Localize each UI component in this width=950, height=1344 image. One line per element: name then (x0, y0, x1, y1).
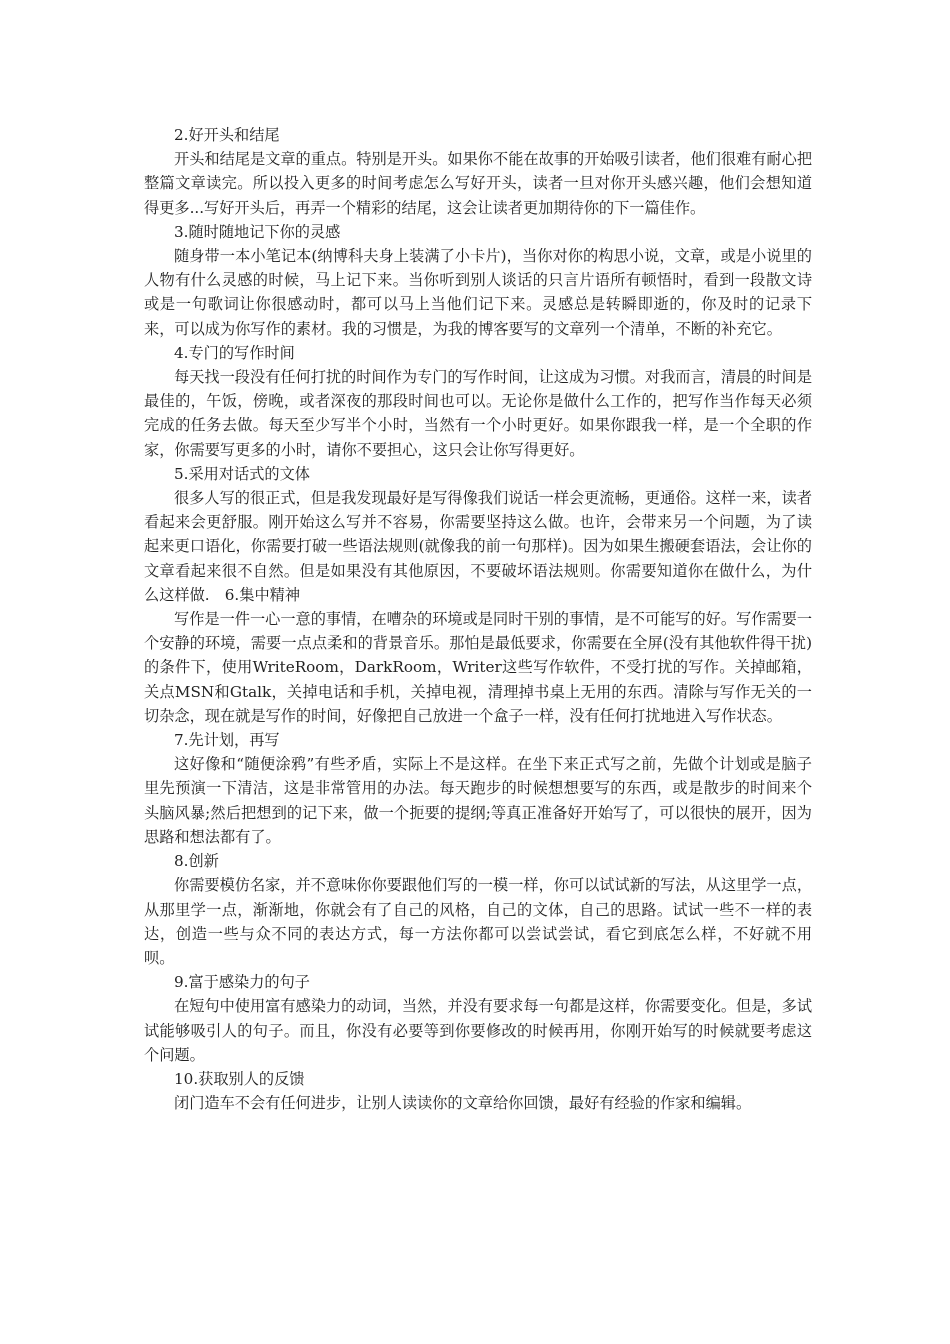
heading-plan-first: 7.先计划，再写 (174, 731, 280, 750)
heading-innovation: 8.创新 (174, 852, 219, 871)
paragraph-writing-time: 每天找一段没有任何打扰的时间作为专门的写作时间，让这成为习惯。对我而言，清晨的时间是最佳的，午饭，傍晚，或者深夜的那段时间也可以。无论你是做什么工作的，把写作当作每天必须完成的任务去做。每天至少写半个小时，当然有一个小时更好。如果你跟我一样，是一个全职的作家，你需要写更多的小时，请你不要担心，这只会让你写得更好。 (144, 368, 812, 459)
heading-good-start-and-end: 2.好开头和结尾 (174, 126, 280, 144)
heading-get-feedback: 10.获取别人的反馈 (174, 1069, 305, 1088)
paragraph-focus: 写作是一件一心一意的事情，在嘈杂的环境或是同时干别的事情，是不可能写的好。写作需要一个安静的环境，需要一点点柔和的背景音乐。那怕是最低要求，你需要在全屏(没有其他软件得干扰)的条件下，使用WriteRoom，DarkRoom，Writer这些写作软件，不受打扰的写作。关掉邮箱，关点MSN和Gtalk，关掉电话和手机，关掉电视，清理掉书桌上无用的东西。清除与写作无关的一切杂念，现在就是写作的时间，好像把自己放进一个盒子一样，没有任何打扰地进入写作状态。 (144, 610, 812, 725)
paragraph-get-feedback: 闭门造车不会有任何进步，让别人读读你的文章给你回馈，最好有经验的作家和编辑。 (174, 1094, 752, 1113)
document-body (144, 123, 812, 1115)
heading-conversational-style: 5.采用对话式的文体 (174, 464, 310, 483)
heading-record-inspiration: 3.随时随地记下你的灵感 (174, 222, 341, 241)
paragraph-plan-first: 这好像和“随便涂鸦”有些矛盾，实际上不是这样。在坐下来正式写之前，先做个计划或是脑子里先预演一下清洁，这是非常管用的办法。每天跑步的时候想想要写的东西，或是散步的时间来个头脑风暴;然后把想到的记下来，做一个扼要的提纲;等真正准备好开始写了，可以很快的展开，因为思路和想法都有了。 (144, 755, 812, 846)
paragraph-innovation: 你需要模仿名家，并不意味你你要跟他们写的一模一样，你可以试试新的写法，从这里学一点，从那里学一点，渐渐地，你就会有了自己的风格，自己的文体，自己的思路。试试一些不一样的表达，创造一些与众不同的表达方式，每一方法你都可以尝试尝试，看它到底怎么样，不好就不用呗。 (144, 876, 812, 967)
heading-expressive-sentences: 9.富于感染力的句子 (174, 973, 310, 992)
paragraph-conversational-style: 很多人写的很正式，但是我发现最好是写得像我们说话一样会更流畅，更通俗。这样一来，读者看起来会更舒服。刚开始这么写并不容易，你需要坚持这么做。也许，会带来另一个问题，为了读起来更口语化，你需要打破一些语法规则(就像我的前一句那样)。因为如果生搬硬套语法，会让你的文章看起来很不自然。但是如果没有其他原因，不要破坏语法规则。你需要知道你在做什么，为什么这样做. 6.集中精神 (144, 489, 812, 604)
paragraph-good-start-and-end: 开头和结尾是文章的重点。特别是开头。如果你不能在故事的开始吸引读者，他们很难有耐心把整篇文章读完。所以投入更多的时间考虑怎么写好开头，读者一旦对你开头感兴趣，他们会想知道得更多...写好开头后，再弄一个精彩的结尾，这会让读者更加期待你的下一篇佳作。 (144, 150, 812, 217)
paragraph-expressive-sentences: 在短句中使用富有感染力的动词，当然，并没有要求每一句都是这样，你需要变化。但是，多试试能够吸引人的句子。而且，你没有必要等到你要修改的时候再用，你刚开始写的时候就要考虑这个问题。 (144, 997, 812, 1064)
heading-writing-time: 4.专门的写作时间 (174, 343, 295, 362)
paragraph-record-inspiration: 随身带一本小笔记本(纳博科夫身上装满了小卡片)，当你对你的构思小说，文章，或是小说里的人物有什么灵感的时候，马上记下来。当你听到别人谈话的只言片语所有顿悟时，看到一段散文诗或是一句歌词让你很感动时，都可以马上当他们记下来。灵感总是转瞬即逝的，你及时的记录下来，可以成为你写作的素材。我的习惯是，为我的博客要写的文章列一个清单，不断的补充它。 (144, 247, 812, 338)
